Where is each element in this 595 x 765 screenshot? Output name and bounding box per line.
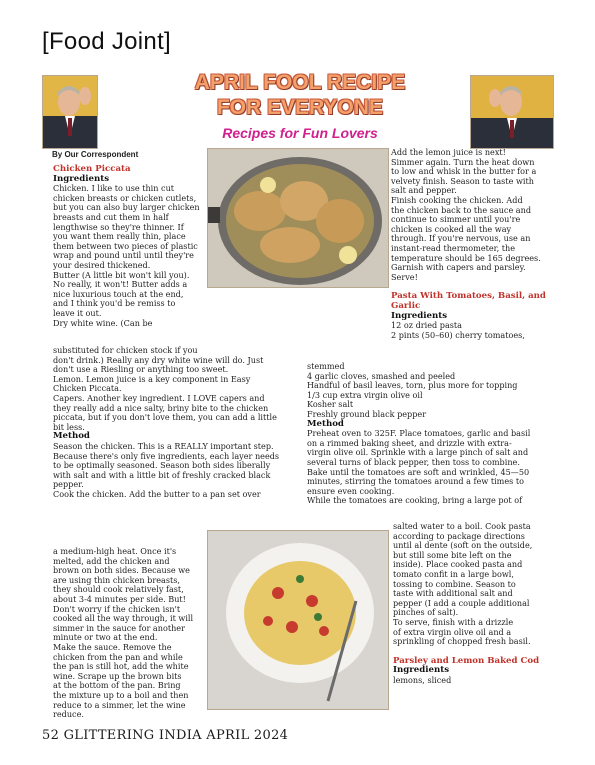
text-line: pinches of salt). xyxy=(393,607,459,618)
text-line: 2 pints (50–60) cherry tomatoes, xyxy=(391,329,525,340)
text-line: nice luxurious touch at the end, xyxy=(53,288,184,299)
text-line: sprinkling of chopped fresh basil. xyxy=(393,636,531,647)
text-line: Garnish with capers and parsley. xyxy=(391,262,526,273)
page-footer: 52 GLITTERING INDIA APRIL 2024 xyxy=(42,728,289,743)
text-line: brown on both sides. Because we xyxy=(53,565,190,576)
method-label: Method xyxy=(307,418,344,429)
text-line: the chicken back to the sauce and xyxy=(391,204,532,215)
text-line: temperature should be 165 degrees. xyxy=(391,252,541,263)
text-line: No really, it won't! Butter adds a xyxy=(53,279,188,290)
pasta-section-top xyxy=(391,148,549,340)
text-line: don't drink.) Really any dry white wine will do. Just xyxy=(53,354,264,365)
pasta-heading-line-1: Pasta With Tomatoes, Basil, and xyxy=(391,291,546,302)
portrait-left-image xyxy=(43,76,97,148)
text-line: Serve! xyxy=(391,271,418,282)
ingredients-label: Ingredients xyxy=(391,310,448,321)
portrait-right-image xyxy=(471,76,553,148)
text-line: pepper. xyxy=(53,479,84,490)
text-line: on a rimmed baking sheet, and drizzle with extra- xyxy=(307,437,512,448)
text-line: 12 oz dried pasta xyxy=(391,320,463,331)
text-line: they should cook relatively fast, xyxy=(53,584,184,595)
text-line: Lemon. Lemon juice is a key component in Easy xyxy=(53,373,251,384)
text-line: wine. Scrape up the brown bits xyxy=(53,670,182,681)
text-line: 1/3 cup extra virgin olive oil xyxy=(307,389,423,400)
text-line: Handful of basil leaves, torn, plus more for topping xyxy=(307,380,518,391)
chicken-pan-image xyxy=(208,149,388,287)
text-line: with salt and with a little bit of freshly cracked black xyxy=(53,469,271,480)
text-line: to low and whisk in the butter for a xyxy=(391,166,537,177)
ingredients-label: Ingredients xyxy=(53,173,110,184)
text-line: 4 garlic cloves, smashed and peeled xyxy=(307,370,456,381)
text-line: Don't worry if the chicken isn't xyxy=(53,603,181,614)
text-line: but still some bite left on the xyxy=(393,549,512,560)
text-line: they really add a nice salty, briny bite to the chicken xyxy=(53,402,269,413)
text-line: Butter (A little bit won't kill you). xyxy=(53,269,190,280)
text-line: a medium-high heat. Once it's xyxy=(53,546,177,556)
text-line: Chicken Piccata. xyxy=(53,383,122,394)
text-line: don't use a Riesling or anything too sweet. xyxy=(53,364,229,375)
text-line: but you can also buy larger chicken xyxy=(53,202,200,213)
method-label: Method xyxy=(53,431,90,442)
text-line: stemmed xyxy=(307,361,345,371)
text-line: Cook the chicken. Add the butter to a pan set over xyxy=(53,488,261,499)
text-line: chicken breasts or chicken cutlets, xyxy=(53,192,197,203)
text-line: substituted for chicken stock if you xyxy=(53,345,198,355)
text-line: tomato confit in a large bowl, xyxy=(393,568,514,579)
ingredients-label: Ingredients xyxy=(393,665,450,676)
text-line: Because there's only five ingredients, each layer needs xyxy=(53,450,280,461)
text-line: Preheat oven to 325F. Place tomatoes, garlic and basil xyxy=(307,428,531,439)
chicken-piccata-heading: Chicken Piccata xyxy=(53,164,131,174)
text-line: chicken from the pan and while xyxy=(53,651,183,662)
pasta-photo xyxy=(207,530,389,710)
headline xyxy=(190,70,410,120)
text-line: you want them really thin, place xyxy=(53,231,186,242)
text-line: pepper (I add a couple additional xyxy=(393,597,530,608)
text-line: salt and pepper. xyxy=(391,185,457,196)
text-line: according to package directions xyxy=(393,530,525,541)
text-line: Bake until the tomatoes are soft and wrinkled, 45—50 xyxy=(307,466,530,477)
text-line: To serve, finish with a drizzle xyxy=(393,616,514,627)
pasta-section-bottom xyxy=(393,522,549,686)
text-line: and I think you'd be remiss to xyxy=(53,298,176,309)
text-line: Simmer again. Turn the heat down xyxy=(391,156,535,167)
text-line: instant-read thermometer, the xyxy=(391,242,516,253)
text-line: about 3-4 minutes per side. But! xyxy=(53,593,186,604)
text-line: chicken is cooked all the way xyxy=(391,223,512,234)
text-line: through. If you're nervous, use an xyxy=(391,233,531,244)
text-line: of extra virgin olive oil and a xyxy=(393,626,512,637)
text-line: lemons, sliced xyxy=(393,674,452,685)
chicken-piccata-section xyxy=(53,165,205,328)
text-line: salted water to a boil. Cook pasta xyxy=(393,521,531,531)
text-line: inside). Place cooked pasta and xyxy=(393,559,523,570)
text-line: taste with additional salt and xyxy=(393,588,513,599)
text-line: to be optimally seasoned. Season both sides liberally xyxy=(53,460,271,471)
subheadline: Recipes for Fun Lovers xyxy=(222,125,378,141)
text-line: lengthwise so they're thinner. If xyxy=(53,221,184,232)
text-line: your desired thickened. xyxy=(53,259,151,270)
pasta-section-wide xyxy=(307,362,549,506)
text-line: Kosher salt xyxy=(307,399,354,410)
text-line: reduce to a simmer, let the wine xyxy=(53,699,186,710)
headline-line-1: APRIL FOOL RECIPE xyxy=(194,71,406,94)
chicken-piccata-method-narrow xyxy=(53,547,205,720)
text-line: until al dente (soft on the outside, xyxy=(393,540,533,551)
text-line: Freshly ground black pepper xyxy=(307,408,427,419)
text-line: minute or two at the end. xyxy=(53,632,158,643)
text-line: Chicken. I like to use thin cut xyxy=(53,183,175,194)
text-line: While the tomatoes are cooking, bring a large pot of xyxy=(307,495,523,506)
text-line: Finish cooking the chicken. Add xyxy=(391,194,523,205)
text-line: Add the lemon juice is next! xyxy=(391,147,506,157)
text-line: the pan is still hot, add the white xyxy=(53,661,189,672)
section-title: [Food Joint] xyxy=(42,28,172,55)
text-line: cooked all the way through, it will xyxy=(53,613,194,624)
text-line: at the bottom of the pan. Bring xyxy=(53,680,181,691)
text-line: breasts and cut them in half xyxy=(53,211,169,222)
text-line: melted, add the chicken and xyxy=(53,555,170,566)
pasta-heading-line-2: Garlic xyxy=(391,300,421,311)
text-line: them between two pieces of plastic xyxy=(53,240,198,251)
text-line: simmer in the sauce for another xyxy=(53,622,185,633)
text-line: virgin olive oil. Sprinkle with a large pinch of salt and xyxy=(307,447,529,458)
text-line: minutes, stirring the tomatoes around a few times to xyxy=(307,476,525,487)
text-line: Season the chicken. This is a REALLY important step. xyxy=(53,440,274,451)
pasta-plate-image xyxy=(208,531,388,709)
text-line: velvety finish. Season to taste with xyxy=(391,175,534,186)
text-line: ensure even cooking. xyxy=(307,485,395,496)
text-line: bit less. xyxy=(53,421,85,432)
text-line: reduce. xyxy=(53,709,84,720)
byline: By Our Correspondent xyxy=(52,150,139,159)
text-line: piccata, but if you don't love them, you can add a little xyxy=(53,412,277,423)
text-line: are using thin chicken breasts, xyxy=(53,574,180,585)
chicken-piccata-photo xyxy=(207,148,389,288)
text-line: wrap and pound until until they're xyxy=(53,250,194,261)
text-line: several turns of black pepper, then toss to combine. xyxy=(307,456,520,467)
text-line: Make the sauce. Remove the xyxy=(53,641,172,652)
text-line: Capers. Another key ingredient. I LOVE capers and xyxy=(53,392,265,403)
portrait-photo-left xyxy=(42,75,98,149)
headline-line-2: FOR EVERYONE xyxy=(216,96,384,119)
text-line: tossing to combine. Season to xyxy=(393,578,516,589)
text-line: the mixture up to a boil and then xyxy=(53,689,189,700)
chicken-piccata-wide xyxy=(53,346,289,500)
text-line: leave it out. xyxy=(53,307,102,318)
text-line: continue to simmer until you're xyxy=(391,214,521,225)
text-line: Dry white wine. (Can be xyxy=(53,317,153,328)
portrait-photo-right xyxy=(470,75,554,149)
cod-heading: Parsley and Lemon Baked Cod xyxy=(393,655,540,666)
